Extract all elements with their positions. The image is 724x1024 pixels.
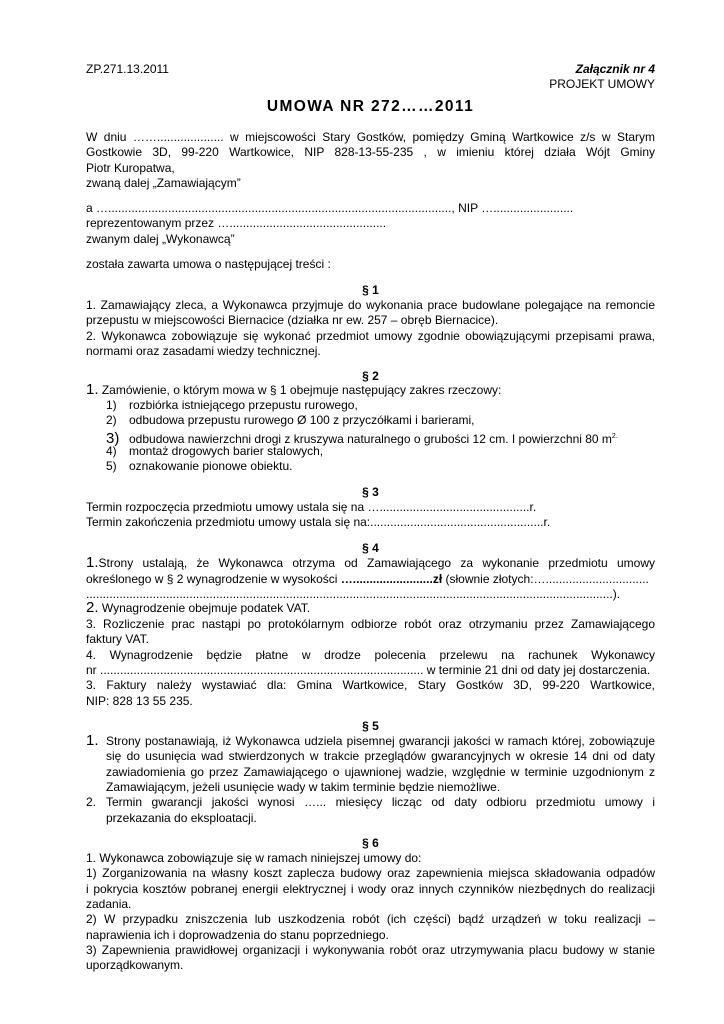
- s6-para-3b: uporządkowanym.: [86, 958, 184, 973]
- s4-para-1b-text: określonego w § 2 wynagrodzenie w wysokości: [86, 571, 341, 586]
- s4-num-2: 2.: [86, 599, 99, 616]
- list-item-text: rozbiórka istniejącego przepustu rurowego,: [129, 398, 358, 412]
- section-2-heading: § 2: [362, 369, 379, 383]
- intro-line-1: W dniu …….................... w miejscowości Stary Gostków, pomiędzy Gminą Wartkowice z/s w Starym: [86, 130, 655, 144]
- s6-para-2a: 2) W przypadku zniszczenia lub uszkodzenia robót (ich części) bądź urządzeń w toku realizacji –: [86, 912, 655, 927]
- s4-para-3a: 3. Rozliczenie prac nastąpi po protokólarnym odbiorze robót oraz otrzymaniu przez Zamawiającego: [86, 617, 655, 631]
- s4-para-1c: ..............................................................................................................................................................).: [86, 586, 621, 601]
- list-item: [106, 413, 475, 428]
- s6-para-3a: 3) Zapewnienia prawidłowej organizacji i wykonywania robót oraz utrzymywania placu budowy w stanie: [86, 942, 655, 957]
- contractor-line-1: a …......................................................................................................., NIP …........................: [86, 201, 574, 215]
- s2-intro: [86, 382, 501, 398]
- s5-para-1a: Strony postanawiają, iż Wykonawca udziela pisemnej gwarancji jakości w ramach której, zobowiązuje: [106, 734, 655, 748]
- s4-para-4b: nr ................................................................................................. w terminie 21 dni od daty jej dostarczenia.: [86, 662, 651, 677]
- list-item-text: odbudowa przepustu rurowego Ø 100 z przyczółkami i barierami,: [129, 413, 475, 428]
- list-item-text: oznakowanie pionowe obiektu.: [129, 459, 293, 474]
- s3-end-date: Termin zakończenia przedmiotu umowy ustala się na:....................................................r.: [86, 515, 551, 530]
- contractor-line-3: zwanym dalej „Wykonawcą”: [86, 231, 235, 246]
- list-item-number: 4): [106, 443, 117, 458]
- s5-para-1d: Zamawiającym, jeżeli usunięcie wady w takim terminie będzie niemożliwe.: [106, 779, 501, 794]
- list-item: [106, 444, 323, 459]
- s4-para-3b: faktury VAT.: [86, 632, 149, 647]
- s6-para-2b: naprawienia ich i doprowadzenia do stanu poprzedniego.: [86, 927, 389, 942]
- document-title: UMOWA NR 272……2011: [266, 98, 475, 115]
- intro-line-2: Gostkowie 3D, 99-220 Wartkowice, NIP 828-13-55-235 , w imieniu której działa Wójt Gminy: [86, 145, 655, 160]
- s5-para-2a: Termin gwarancji jakości wynosi …... miesięcy licząc od daty odbioru przedmiotu umowy i: [106, 795, 655, 810]
- section-4-heading: § 4: [362, 541, 379, 555]
- s2-intro-text: Zamówienie, o którym mowa w § 1 obejmuje następujący zakres rzeczowy:: [98, 383, 502, 397]
- s5-para-1b: się do usunięcia wad stwierdzonych w trakcie przeglądów gwarancyjnych w okresie 14 dni od daty: [106, 749, 655, 764]
- section-1-heading: § 1: [362, 283, 379, 297]
- list-item-number: 5): [106, 459, 117, 474]
- list-item-number: 2): [106, 413, 117, 428]
- s3-start-date: Termin rozpoczęcia przedmiotu umowy ustala się na ….............................................r.: [86, 500, 537, 514]
- s4-para-2-text: Wynagrodzenie obejmuje podatek VAT.: [98, 601, 311, 615]
- draft-label: PROJEKT UMOWY: [549, 77, 655, 91]
- s4-amount: …........................zł: [340, 571, 443, 586]
- section-3-heading: § 3: [362, 485, 379, 499]
- s5-num-2: 2.: [86, 795, 97, 810]
- attachment-label: Załącznik nr 4: [575, 62, 655, 76]
- s6-para-1b: i pokrycia kosztów pobranej energii elektrycznej i wody oraz innych czynników niezbędnych do realizacji: [86, 881, 655, 896]
- intro-line-3: Piotr Kuropatwa,: [86, 160, 175, 175]
- list-item: [106, 398, 358, 413]
- list-item-text: montaż drogowych barier stalowych,: [129, 443, 324, 458]
- s1-para-2b: normami oraz zasadami wiedzy technicznej.: [86, 343, 321, 358]
- list-item-superscript: 2.: [611, 432, 618, 440]
- list-item-text: odbudowa nawierzchni drogi z kruszywa naturalnego o grubości 12 cm. I powierzchni 80 m: [129, 431, 612, 446]
- s5-num-1: 1.: [86, 732, 99, 749]
- s4-para-5b: NIP: 828 13 55 235.: [86, 693, 193, 708]
- s4-para-1b: [86, 572, 649, 587]
- s4-words: (słownie złotych:…...............................: [442, 571, 649, 586]
- reference-number: ZP.271.13.2011: [86, 62, 169, 76]
- s1-para-1a: 1. Zamawiający zleca, a Wykonawca przyjmuje do wykonania prace budowlane polegające na remoncie: [86, 298, 655, 312]
- s5-para-1c: zawiadomienia go przez Zamawiającego o ujawnionej wadzie, względnie w terminie uzgodnionym z: [106, 764, 655, 779]
- list-item: [106, 459, 292, 474]
- s6-para-1c: zadania.: [86, 896, 132, 911]
- s4-para-4a: 4. Wynagrodzenie będzie płatne w drodze polecenia przelewu na rachunek Wykonawcy: [86, 647, 655, 662]
- s6-para-1a: 1) Zorganizowania na własny koszt zaplecza budowy oraz zapewnienia miejsca składowania odpadów: [86, 866, 655, 881]
- list-item-number: 3): [106, 429, 120, 447]
- section-6-heading: § 6: [362, 836, 379, 850]
- s4-num-1: 1.: [86, 554, 99, 571]
- s4-para-2: [86, 600, 310, 616]
- intro-line-4: zwaną dalej „Zamawiającym”: [86, 175, 241, 190]
- list-item-number: 1): [106, 398, 117, 412]
- concluded-sentence: została zawarta umowa o następującej treści :: [86, 257, 331, 271]
- s4-para-1a-text: Strony ustalają, że Wykonawca otrzyma od Zamawiającego za wykonanie przedmiotu umowy: [98, 556, 655, 570]
- s4-para-1a: [86, 555, 655, 571]
- contractor-line-2: reprezentowanym przez …...............................................: [86, 216, 387, 231]
- s1-para-1b: przepustu w miejscowości Biernacice (działka nr ew. 257 – obręb Biernacice).: [86, 313, 499, 328]
- s6-intro: 1. Wykonawca zobowiązuje się w ramach niniejszej umowy do:: [86, 851, 422, 865]
- section-5-heading: § 5: [362, 719, 379, 733]
- s5-para-2b: przekazania do eksploatacji.: [106, 810, 257, 825]
- s1-para-2a: 2. Wykonawca zobowiązuje się wykonać przedmiot umowy zgodnie obowiązującymi przepisami prawa,: [86, 328, 655, 343]
- s4-para-5a: 3. Faktury należy wystawiać dla: Gmina Wartkowice, Stary Gostków 3D, 99-220 Wartkowice,: [86, 678, 655, 693]
- s2-num-1: 1.: [86, 381, 99, 398]
